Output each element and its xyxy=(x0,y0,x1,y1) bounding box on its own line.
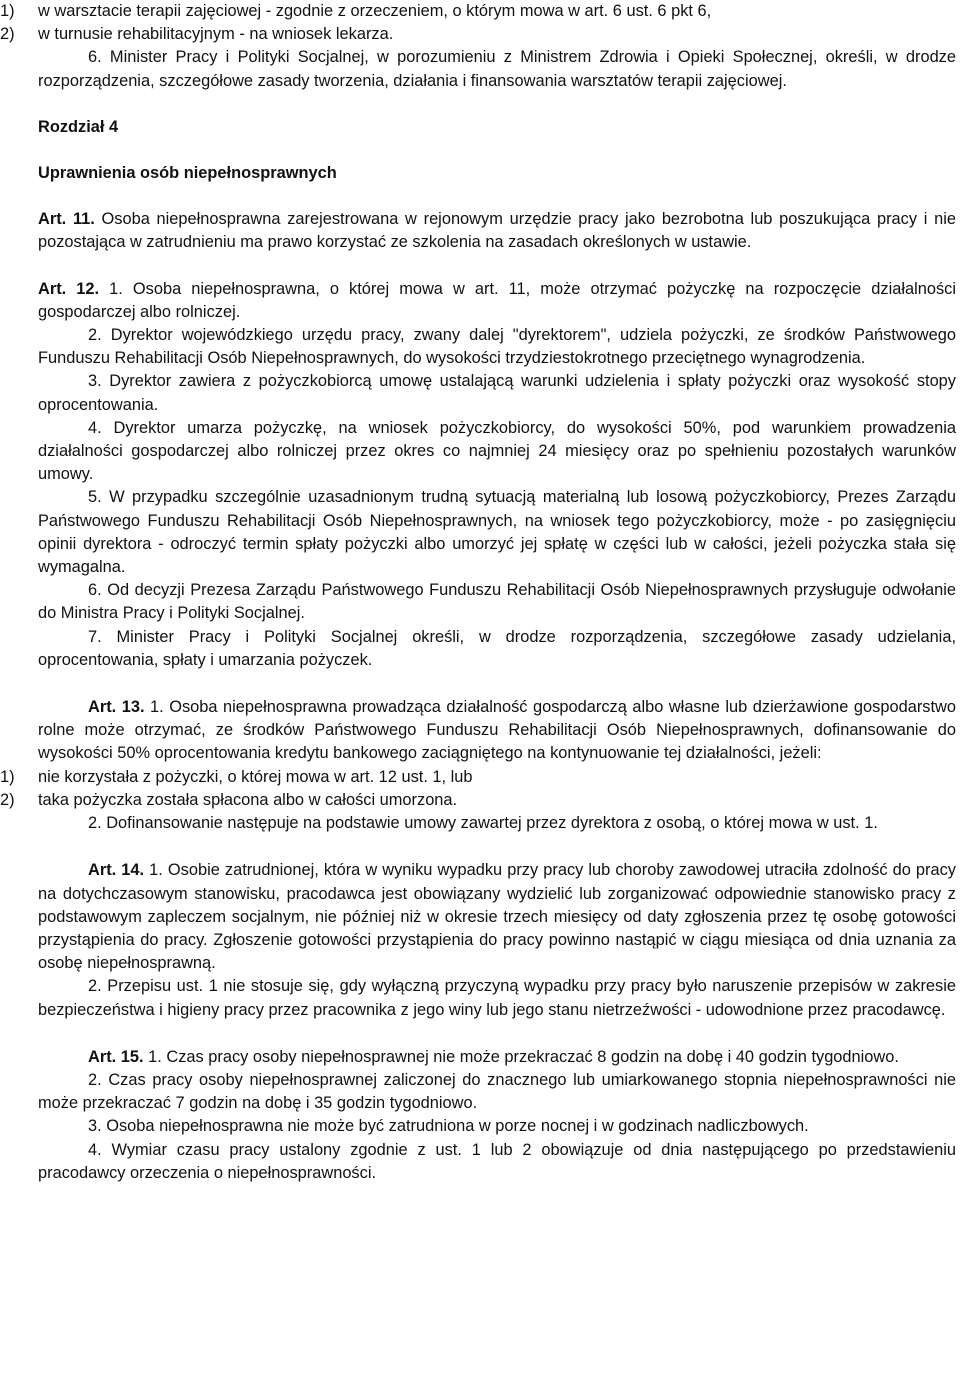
list-item-number: 2) xyxy=(0,25,15,44)
article-text: 1. Osobie zatrudnionej, która w wyniku wypadku przy pracy lub choroby zawodowej utraciła zdolność do pracy na dotychczasowym stanowisku, pracodawca jest obowiązany wydzielić lub zorganizować odpowiednie stanowisko pracy z podstawowym zapleczem socjalnym, nie później niż w okresie trzech miesięcy od daty zgłoszenia przez tę osobę gotowości przystąpienia do pracy. Zgłoszenie gotowości przystąpienia do pracy powinno nastąpić w ciągu miesiąca od dnia uznania za osobę niepełnosprawną. xyxy=(38,861,956,973)
paragraph: 4. Dyrektor umarza pożyczkę, na wniosek pożyczkobiorcy, do wysokości 50%, pod warunkiem prowadzenia działalności gospodarczej albo rolniczej przez okres co najmniej 24 miesięcy oraz po spełnieniu pozostałych warunków umowy. xyxy=(38,418,956,484)
list-item-text: taka pożyczka została spłacona albo w całości umorzona. xyxy=(38,790,458,809)
paragraph: 3. Osoba niepełnosprawna nie może być zatrudniona w porze nocnej i w godzinach nadliczbowych. xyxy=(88,1117,809,1136)
paragraph: 2. Dyrektor wojewódzkiego urzędu pracy, zwany dalej "dyrektorem", udziela pożyczki, ze środków Państwowego Funduszu Rehabilitacji Osób Niepełnosprawnych, do wysokości trzydziestokrotnego przeciętnego wynagrodzenia. xyxy=(38,326,956,368)
list-item xyxy=(0,23,956,46)
paragraph: 7. Minister Pracy i Polityki Socjalnej określi, w drodze rozporządzenia, szczegółowe zasady udzielania, oprocentowania, spłaty i umarzania pożyczek. xyxy=(38,627,956,669)
paragraph: 6. Od decyzji Prezesa Zarządu Państwowego Funduszu Rehabilitacji Osób Niepełnosprawnych przysługuje odwołanie do Ministra Pracy i Polityki Socjalnej. xyxy=(38,581,956,623)
paragraph: 5. W przypadku szczególnie uzasadnionym trudną sytuacją materialną lub losową pożyczkobiorcy, Prezes Zarządu Państwowego Funduszu Rehabilitacji Osób Niepełnosprawnych, na wniosek tego pożyczkobiorcy, może - po zasięgnięciu opinii dyrektora - odroczyć termin spłaty pożyczki albo umorzyć jej spłatę w części lub w całości, jeżeli pożyczka stała się wymagalna. xyxy=(38,488,956,577)
paragraph: 2. Przepisu ust. 1 nie stosuje się, gdy wyłączną przyczyną wypadku przy pracy było naruszenie przepisów w zakresie bezpieczeństwa i higieny pracy przez pracownika z jego winy lub jego stanu nietrzeźwości - udowodnione przez pracodawcę. xyxy=(38,977,956,1019)
paragraph-art10-6: 6. Minister Pracy i Polityki Socjalnej, w porozumieniu z Ministrem Zdrowia i Opieki Społecznej, określi, w drodze rozporządzenia, szczegółowe zasady tworzenia, działania i finansowania warsztatów terapii zajęciowej. xyxy=(38,48,956,90)
article-15 xyxy=(0,1046,956,1069)
article-text: 1. Osoba niepełnosprawna, o której mowa w art. 11, może otrzymać pożyczkę na rozpoczęcie działalności gospodarczej albo rolniczej. xyxy=(38,279,956,321)
article-label: Art. 15. xyxy=(88,1047,144,1066)
paragraph: 2. Dofinansowanie następuje na podstawie umowy zawartej przez dyrektora z osobą, o której mowa w ust. 1. xyxy=(88,814,878,833)
list-item xyxy=(0,766,956,789)
list-item-number: 2) xyxy=(0,790,15,809)
article-label: Art. 14. xyxy=(88,861,145,880)
article-label: Art. 13. xyxy=(88,698,145,717)
list-item-text: w warsztacie terapii zajęciowej - zgodnie z orzeczeniem, o którym mowa w art. 6 ust. 6 pkt 6, xyxy=(38,2,712,20)
article-label: Art. 12. xyxy=(38,279,100,298)
article-11 xyxy=(0,208,956,254)
paragraph: 4. Wymiar czasu pracy ustalony zgodnie z ust. 1 lub 2 obowiązuje od dnia następującego po przedstawieniu pracodawcy orzeczenia o niepełnosprawności. xyxy=(38,1140,956,1182)
article-13 xyxy=(0,696,956,766)
article-text: Osoba niepełnosprawna zarejestrowana w rejonowym urzędzie pracy jako bezrobotna lub poszukująca pracy i nie pozostająca w zatrudnieniu ma prawo korzystać ze szkolenia na zasadach określonych w ustawie. xyxy=(38,210,956,252)
list-item-text: w turnusie rehabilitacyjnym - na wniosek lekarza. xyxy=(38,25,394,44)
chapter-title: Uprawnienia osób niepełnosprawnych xyxy=(38,164,337,183)
article-text: 1. Osoba niepełnosprawna prowadząca działalność gospodarczą albo własne lub dzierżawione gospodarstwo rolne może otrzymać, ze środków Państwowego Funduszu Rehabilitacji Osób Niepełnosprawnych, dofinansowanie do wysokości 50% oprocentowania kredytu bankowego zaciągniętego na kontynuowanie tej działalności, jeżeli: xyxy=(38,698,956,763)
list-item xyxy=(0,789,956,812)
article-12 xyxy=(0,278,956,324)
article-text: 1. Czas pracy osoby niepełnosprawnej nie może przekraczać 8 godzin na dobę i 40 godzin tygodniowo. xyxy=(148,1047,899,1066)
chapter-number: Rozdział 4 xyxy=(38,117,119,136)
article-14 xyxy=(0,859,956,975)
paragraph: 3. Dyrektor zawiera z pożyczkobiorcą umowę ustalającą warunki udzielenia i spłaty pożyczki oraz wysokość stopy oprocentowania. xyxy=(38,372,956,414)
list-item-number: 1) xyxy=(0,2,15,20)
list-item xyxy=(0,0,956,23)
list-item-number: 1) xyxy=(0,767,15,786)
paragraph: 2. Czas pracy osoby niepełnosprawnej zaliczonej do znacznego lub umiarkowanego stopnia niepełnosprawności nie może przekraczać 7 godzin na dobę i 35 godzin tygodniowo. xyxy=(38,1070,956,1113)
list-item-text: nie korzystała z pożyczki, o której mowa w art. 12 ust. 1, lub xyxy=(38,767,473,786)
article-label: Art. 11. xyxy=(38,210,95,229)
